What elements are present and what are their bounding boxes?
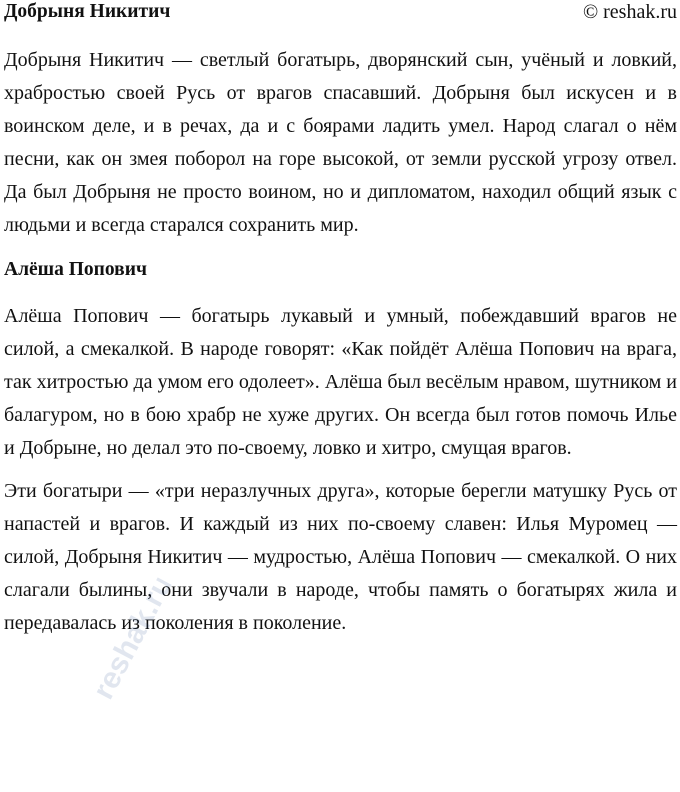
- watermark-text: reshak.ru: [86, 569, 180, 705]
- section-title-dobrynya: Добрыня Никитич: [4, 1, 171, 22]
- section-title-alyosha: Алёша Попович: [4, 259, 147, 280]
- paragraph-alyosha: Алёша Попович — богатырь лукавый и умный, побеждавший врагов не силой, а смекалкой. В народе говорят: «Как пойдёт Алёша Попович на врага, так хитростью да умом его одолеет». Алёша был весёлым нравом, шутником и балагуром, но в бою храбр не хуже других. Он всегда был готов помочь Илье и Добрыне, но делал это по-своему, ловко и хитро, смущая врагов.: [4, 305, 677, 459]
- paragraph-dobrynya: Добрыня Никитич — светлый богатырь, дворянский сын, учёный и ловкий, храбростью своей Русь от врагов спасавший. Добрыня был искусен и в воинском деле, и в речах, да и с боярами ладить умел. Народ слагал о нём песни, как он змея поборол на горе высокой, от земли русской угрозу отвел. Да был Добрыня не просто воином, но и дипломатом, находил общий язык с людьми и всегда старался сохранить мир.: [4, 49, 677, 236]
- header-row: [4, 0, 677, 24]
- paragraph-conclusion: Эти богатыри — «три неразлучных друга», которые берегли матушку Русь от напастей и врагов. И каждый из них по-своему славен: Илья Муромец — силой, Добрыня Никитич — мудростью, Алёша Попович — смекалкой. О них слагали былины, они звучали в народе, чтобы память о богатырях жила и передавалась из поколения в поколение.: [4, 480, 677, 634]
- document-page: [4, 0, 677, 640]
- site-credit: © reshak.ru: [582, 1, 677, 23]
